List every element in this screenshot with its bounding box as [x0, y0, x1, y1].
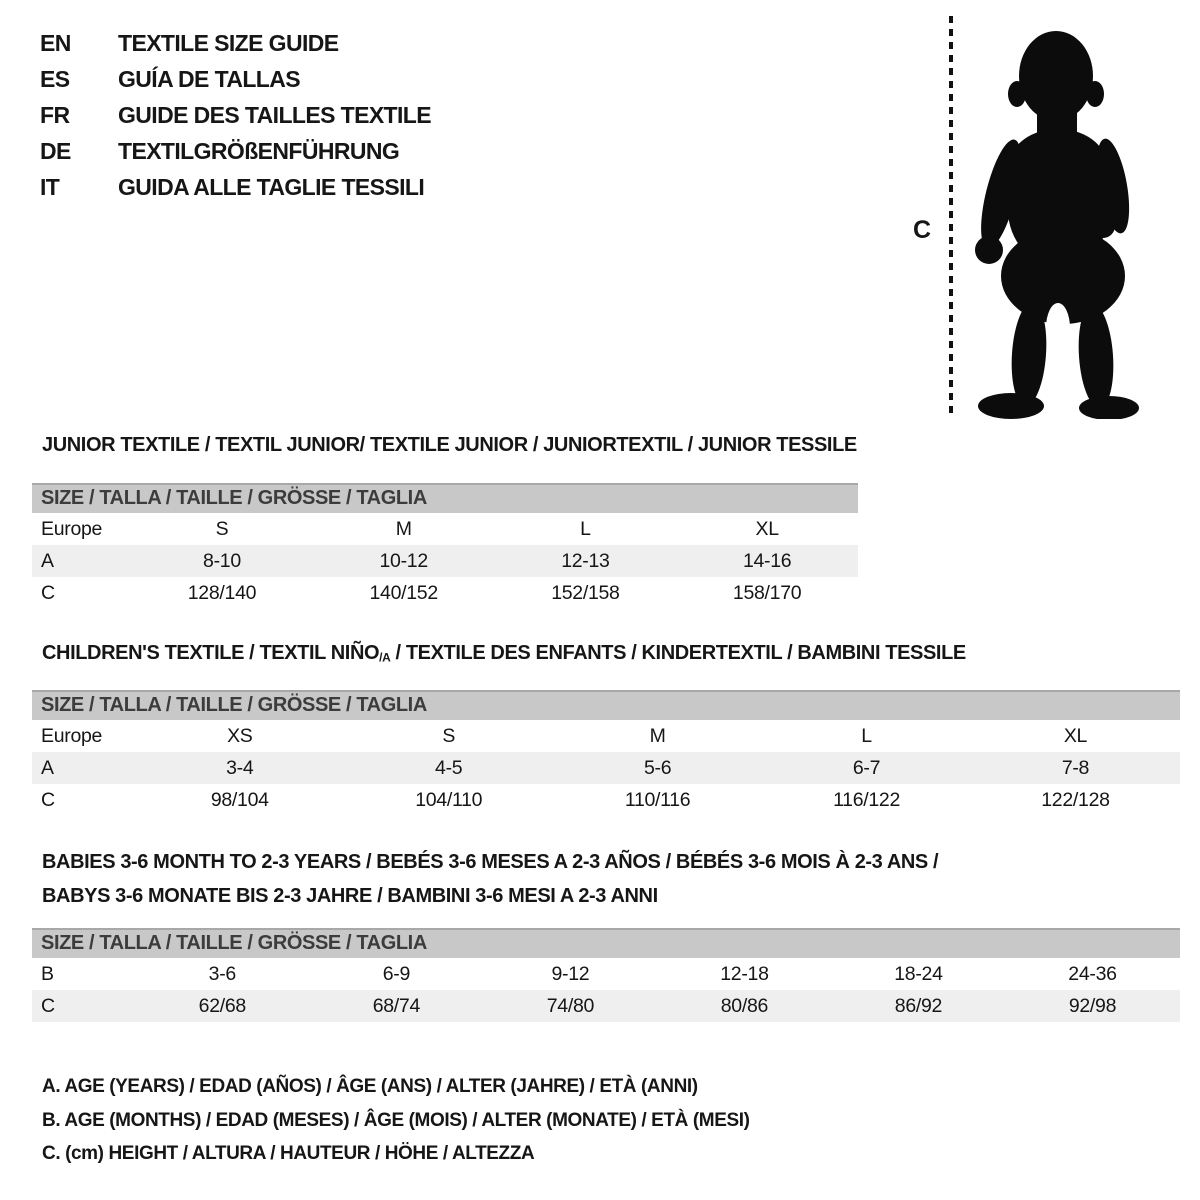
cell: M: [395, 517, 412, 540]
row-label: A: [41, 549, 54, 572]
cell: 128/140: [187, 581, 257, 604]
cell: M: [649, 724, 666, 747]
language-title-block: [40, 30, 431, 210]
lang-label: GUIDA ALLE TAGLIE TESSILI: [118, 174, 425, 200]
babies-section-title: [42, 845, 938, 913]
cell: 3-6: [208, 962, 236, 985]
table-row-age: [32, 545, 858, 577]
cell: 12-18: [720, 962, 769, 985]
table-row-europe: [32, 513, 858, 545]
row-label: C: [41, 994, 55, 1017]
table-row-height: [32, 784, 1180, 816]
children-size-table: [32, 690, 1180, 816]
cell: XS: [227, 724, 253, 747]
cell: 98/104: [210, 788, 269, 811]
measurement-legend: [42, 1070, 750, 1171]
cell: 116/122: [833, 788, 901, 811]
lang-label: TEXTILE SIZE GUIDE: [118, 30, 339, 56]
cell: 9-12: [551, 962, 590, 985]
cell: 7-8: [1061, 756, 1090, 779]
lang-row-it: [40, 174, 431, 210]
cell: 10-12: [379, 549, 428, 572]
cell: 18-24: [894, 962, 943, 985]
children-title-part: CHILDREN'S TEXTILE / TEXTIL NIÑO: [42, 642, 380, 664]
junior-size-header-bar: SIZE / TALLA / TAILLE / GRÖSSE / TAGLIA: [32, 483, 858, 513]
lang-label: GUÍA DE TALLAS: [118, 66, 300, 92]
cell: 74/80: [546, 994, 595, 1017]
lang-label: GUIDE DES TAILLES TEXTILE: [118, 102, 431, 128]
lang-code: IT: [40, 174, 60, 200]
row-label: Europe: [41, 724, 103, 747]
cell: XL: [1063, 724, 1088, 747]
height-measure-label: C: [913, 216, 932, 244]
cell: 62/68: [198, 994, 246, 1017]
lang-row-de: [40, 138, 431, 174]
table-row-age: [32, 752, 1180, 784]
cell: 3-4: [226, 756, 254, 779]
babies-title-line2: BABYS 3-6 MONATE BIS 2-3 JAHRE / BAMBINI 3-6 MESI A 2-3 ANNI: [42, 885, 658, 907]
cell: S: [215, 517, 229, 540]
row-label: A: [41, 756, 54, 779]
height-measure-dashed-line: [949, 16, 953, 416]
toddler-silhouette-icon: [963, 14, 1149, 419]
cell: 6-7: [852, 756, 881, 779]
lang-label: TEXTILGRÖßENFÜHRUNG: [118, 138, 400, 164]
children-size-header-bar: SIZE / TALLA / TAILLE / GRÖSSE / TAGLIA: [32, 690, 1180, 720]
row-label: C: [41, 788, 55, 811]
babies-size-header-bar: SIZE / TALLA / TAILLE / GRÖSSE / TAGLIA: [32, 928, 1180, 958]
cell: 92/98: [1068, 994, 1117, 1017]
table-row-europe: [32, 720, 1180, 752]
cell: 24-36: [1068, 962, 1117, 985]
cell: L: [861, 724, 872, 747]
children-title-subscript: /A: [379, 650, 391, 665]
row-label: B: [41, 962, 54, 985]
cell: 122/128: [1041, 788, 1110, 811]
junior-section-title: JUNIOR TEXTILE / TEXTIL JUNIOR/ TEXTILE JUNIOR / JUNIORTEXTIL / JUNIOR TESSILE: [42, 434, 857, 456]
cell: 104/110: [415, 788, 483, 811]
cell: 12-13: [561, 549, 610, 572]
legend-line-b: B. AGE (MONTHS) / EDAD (MESES) / ÂGE (MOIS) / ALTER (MONATE) / ETÀ (MESI): [42, 1109, 750, 1131]
table-row-height: [32, 577, 858, 609]
lang-code: ES: [40, 66, 70, 92]
measured-figure-area: [905, 14, 1200, 424]
cell: 14-16: [742, 549, 792, 572]
lang-code: FR: [40, 102, 70, 128]
row-label: Europe: [41, 517, 103, 540]
cell: 140/152: [369, 581, 438, 604]
lang-row-fr: [40, 102, 431, 138]
cell: 158/170: [732, 581, 802, 604]
cell: 152/158: [551, 581, 620, 604]
table-row-height: [32, 990, 1180, 1022]
row-label: C: [41, 581, 55, 604]
cell: 8-10: [203, 549, 241, 572]
children-title-part: / TEXTILE DES ENFANTS / KINDERTEXTIL / BAMBINI TESSILE: [390, 642, 966, 664]
legend-line-c: C. (cm) HEIGHT / ALTURA / HAUTEUR / HÖHE / ALTEZZA: [42, 1143, 535, 1164]
cell: 6-9: [382, 962, 410, 985]
cell: 68/74: [372, 994, 421, 1017]
cell: 110/116: [624, 788, 691, 811]
cell: L: [580, 517, 591, 540]
cell: XL: [755, 517, 779, 540]
lang-row-es: [40, 66, 431, 102]
cell: 80/86: [720, 994, 769, 1017]
cell: 5-6: [643, 756, 672, 779]
babies-size-table: [32, 928, 1180, 1022]
legend-line-a: A. AGE (YEARS) / EDAD (AÑOS) / ÂGE (ANS) / ALTER (JAHRE) / ETÀ (ANNI): [42, 1076, 698, 1097]
cell: 4-5: [435, 756, 463, 779]
children-section-title: [42, 642, 966, 665]
lang-code: EN: [40, 30, 71, 56]
lang-code: DE: [40, 138, 71, 164]
lang-row-en: [40, 30, 431, 66]
junior-size-table: [32, 483, 858, 609]
babies-title-line1: BABIES 3-6 MONTH TO 2-3 YEARS / BEBÉS 3-6 MESES A 2-3 AÑOS / BÉBÉS 3-6 MOIS À 2-3 ANS /: [42, 851, 939, 873]
cell: S: [442, 724, 456, 747]
cell: 86/92: [894, 994, 943, 1017]
table-row-age-months: [32, 958, 1180, 990]
